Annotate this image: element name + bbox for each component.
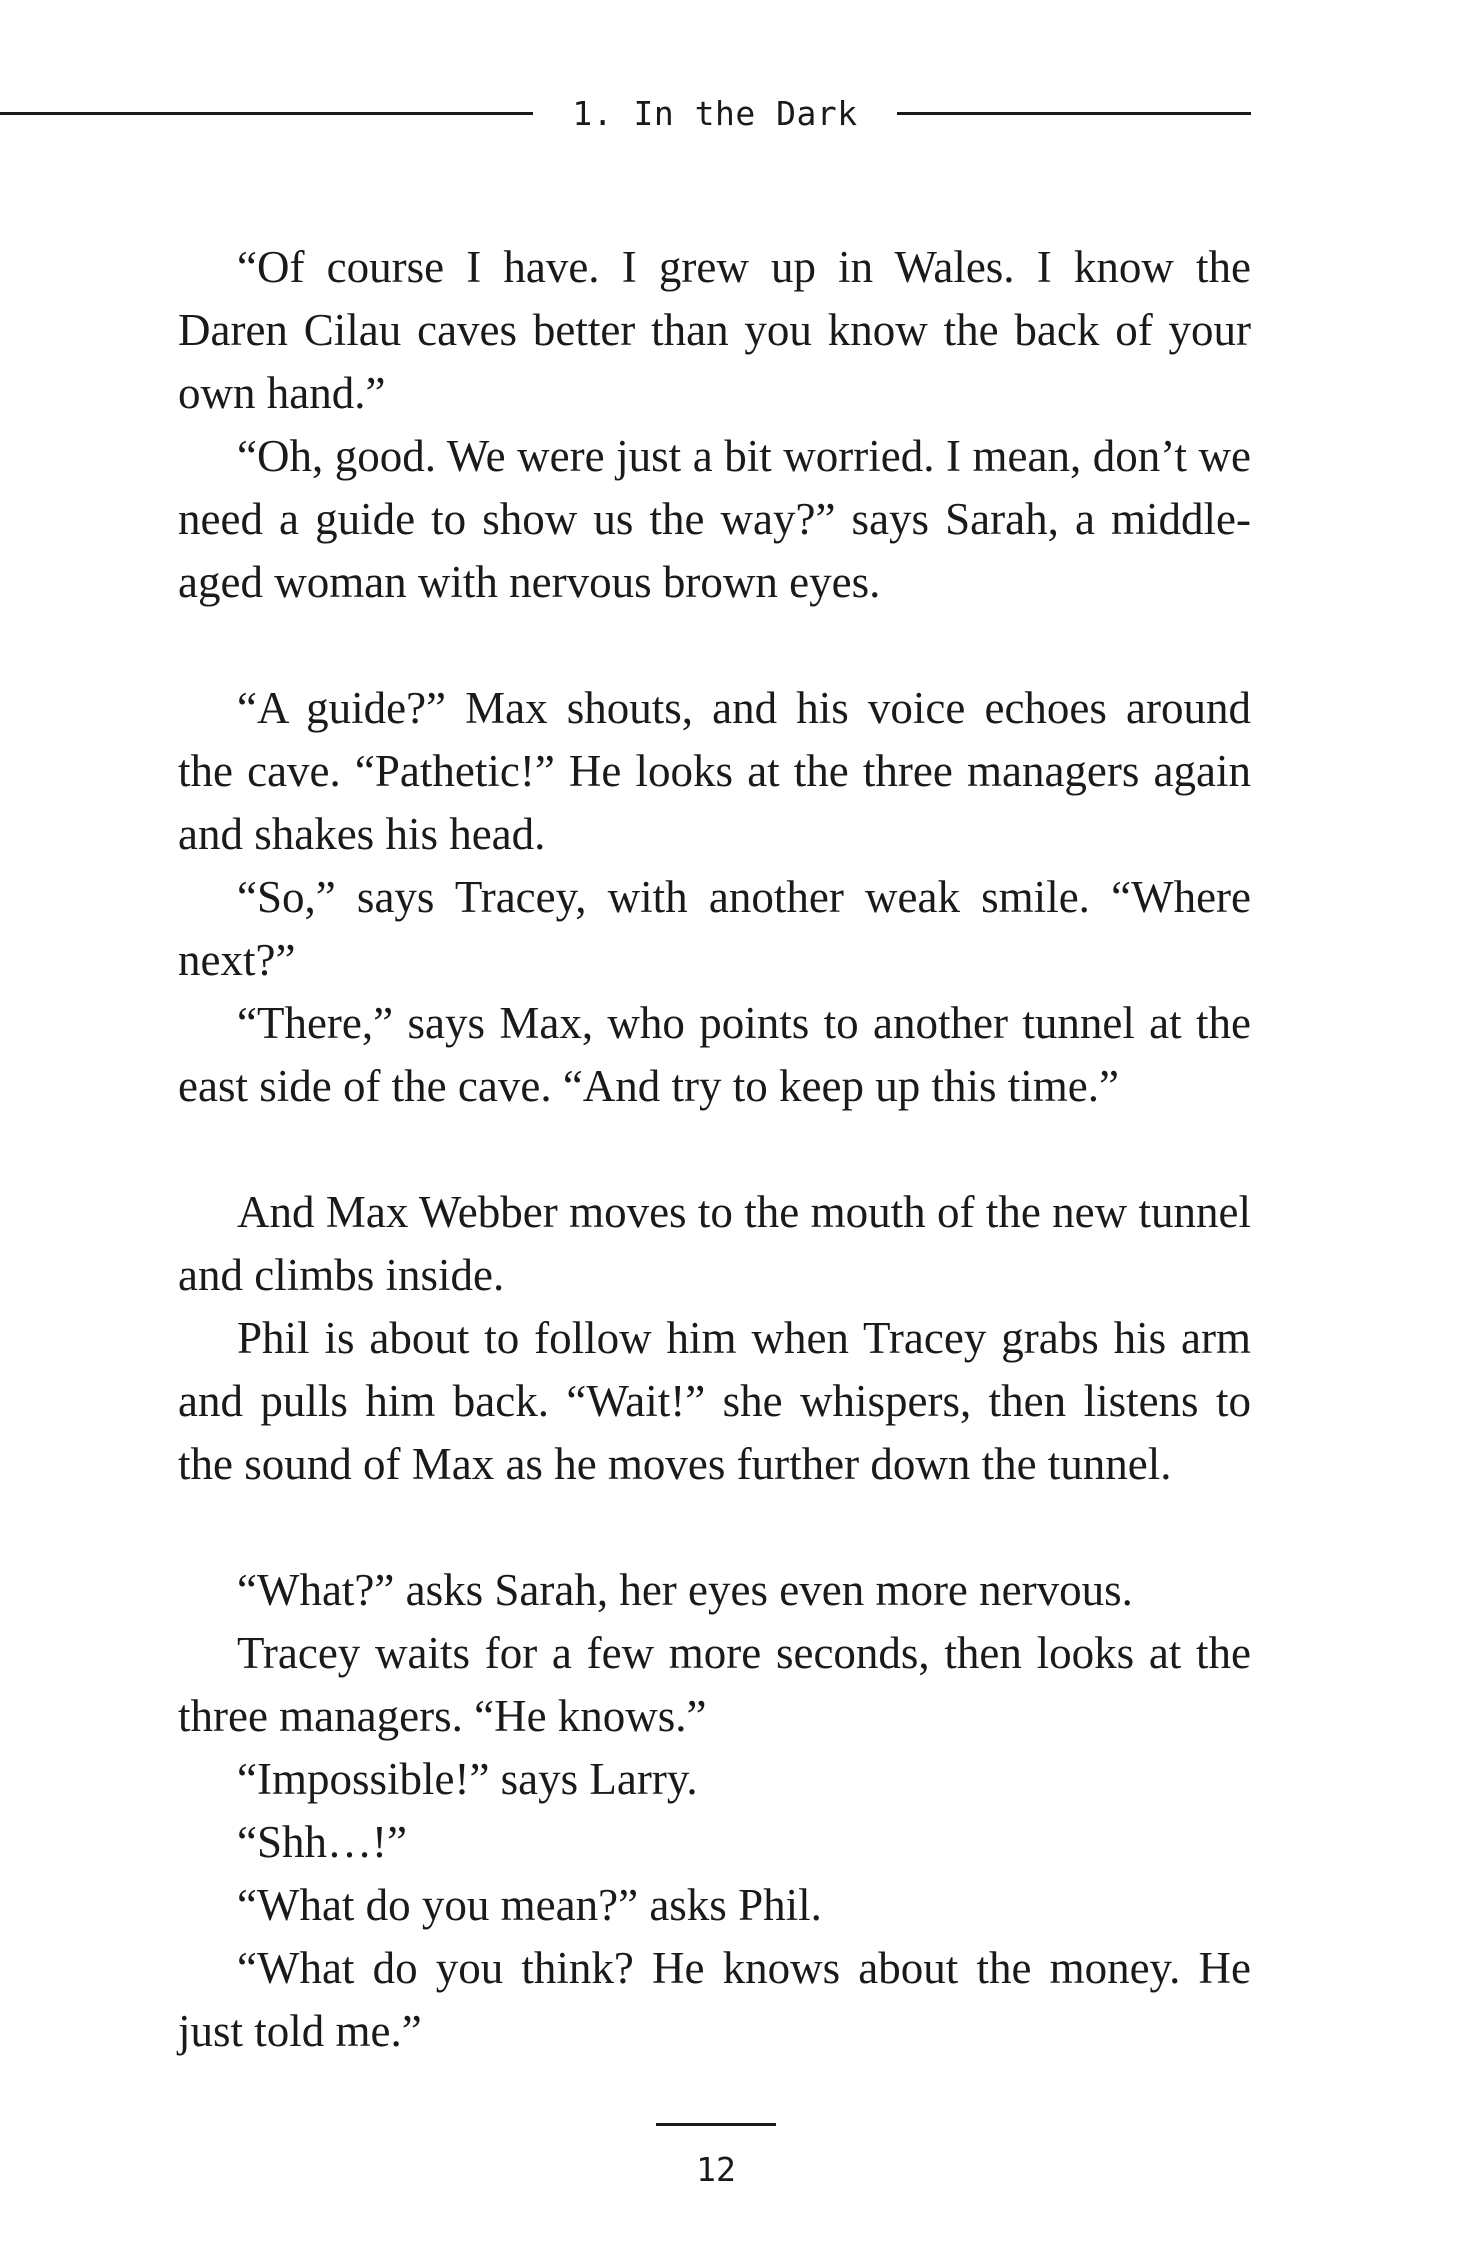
paragraph: Tracey waits for a few more seconds, then looks at the three managers. “He knows.”: [178, 1628, 1251, 1741]
paragraph: “What do you think? He knows about the money. He just told me.”: [178, 1943, 1251, 2056]
header-rule-left: [0, 112, 533, 115]
paragraph: “Oh, good. We were just a bit worried. I mean, don’t we need a guide to show us the way?” says Sarah, a middle-aged woman with nervous brown eyes.: [178, 431, 1251, 607]
paragraph: “What?” asks Sarah, her eyes even more nervous.: [237, 1565, 1133, 1615]
page-number: 12: [696, 2150, 736, 2189]
paragraph: “Shh…!”: [237, 1817, 407, 1867]
paragraph: “So,” says Tracey, with another weak smile. “Where next?”: [178, 872, 1251, 985]
running-head: [0, 88, 1477, 138]
header-rule-right: [897, 112, 1251, 115]
paragraph: And Max Webber moves to the mouth of the new tunnel and climbs inside.: [178, 1187, 1251, 1300]
paragraph: Phil is about to follow him when Tracey grabs his arm and pulls him back. “Wait!” she whispers, then listens to the sound of Max as he moves further down the tunnel.: [178, 1313, 1251, 1489]
body-text: [178, 236, 1251, 2063]
paragraph: “Impossible!” says Larry.: [237, 1754, 698, 1804]
folio-rule: [656, 2123, 776, 2126]
paragraph: “Of course I have. I grew up in Wales. I know the Daren Cilau caves better than you know the back of your own hand.”: [178, 242, 1251, 418]
chapter-title: 1. In the Dark: [572, 94, 858, 133]
paragraph: “There,” says Max, who points to another tunnel at the east side of the cave. “And try to keep up this time.”: [178, 998, 1251, 1111]
paragraph: “What do you mean?” asks Phil.: [237, 1880, 822, 1930]
paragraph: “A guide?” Max shouts, and his voice echoes around the cave. “Pathetic!” He looks at the three managers again and shakes his head.: [178, 683, 1251, 859]
